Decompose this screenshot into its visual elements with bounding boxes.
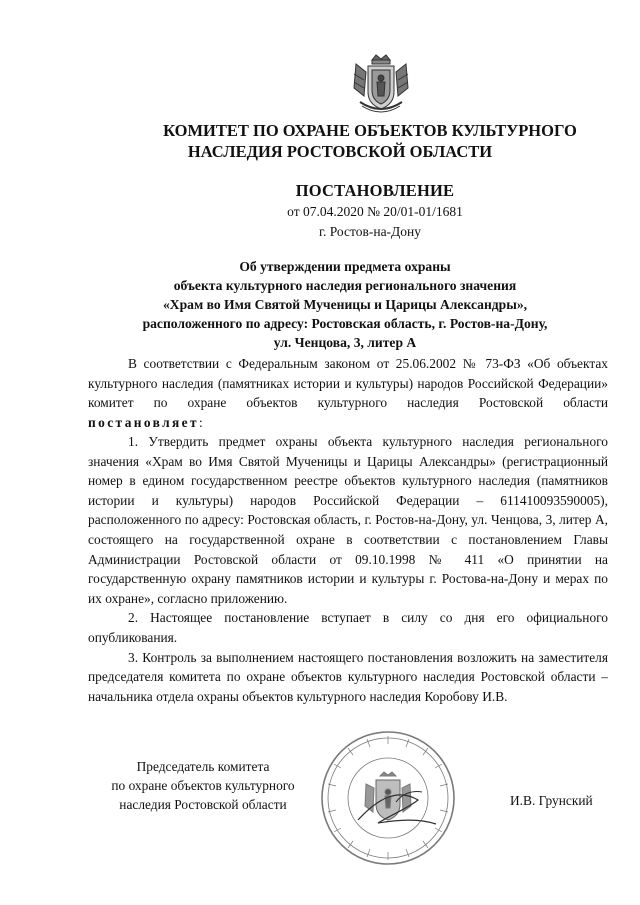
subject-line: объекта культурного наследия регионального значения: [173, 278, 517, 293]
document-type: ПОСТАНОВЛЕНИЕ: [295, 181, 455, 200]
coat-of-arms-emblem: [350, 52, 412, 116]
organization-title-line1: КОМИТЕТ ПО ОХРАНЕ ОБЪЕКТОВ КУЛЬТУРНОГО: [163, 121, 577, 140]
subject-line: ул. Ченцова, 3, литер А: [273, 335, 417, 350]
signatory-title-line1: Председатель комитета: [136, 759, 270, 774]
subject-line: расположенного по адресу: Ростовская область, г. Ростов-на-Дону,: [142, 316, 548, 331]
resolves-word: постановляет: [88, 414, 200, 430]
organization-title-line2: НАСЛЕДИЯ РОСТОВСКОЙ ОБЛАСТИ: [187, 142, 493, 161]
resolution-item-3: 3. Контроль за выполнением настоящего постановления возложить на заместителя председателя комитета по охране объектов культурного наследия Ростовской области – начальника отдела охраны объектов культурного наследия Коробову И.В.: [88, 649, 608, 704]
preamble-text: В соответствии с Федеральным законом от 25.06.2002 № 73-ФЗ «Об объектах культурного наследия (памятниках истории и культуры) народов Российской Федерации» комитет по охране объектов культурного наследия Ростовской области: [88, 356, 608, 411]
document-number-date: от 07.04.2020 № 20/01-01/1681: [287, 204, 463, 219]
organization-title: [150, 120, 590, 162]
signatory-title: [88, 757, 318, 814]
resolution-item-2: 2. Настоящее постановление вступает в силу со дня его официального опубликования.: [88, 610, 608, 645]
signatory-name: И.В. Грунский: [510, 793, 593, 808]
document-city: г. Ростов-на-Дону: [318, 224, 421, 239]
signatory-title-line2: по охране объектов культурного: [111, 778, 295, 793]
preamble-colon: :: [199, 414, 203, 430]
official-seal: [318, 728, 458, 868]
resolution-items: [88, 432, 608, 706]
subject-line: «Храм во Имя Святой Мученицы и Царицы Александры»,: [162, 297, 528, 312]
document-subject: [110, 257, 580, 352]
subject-line: Об утверждении предмета охраны: [239, 259, 451, 274]
preamble-paragraph: [88, 354, 608, 432]
resolution-item-1: 1. Утвердить предмет охраны объекта культурного наследия регионального значения «Храм во Имя Святой Мученицы и Царицы Александры» (регистрационный номер в едином государственном реестре объектов культурного наследия (памятников истории и культуры) народов Российской Федерации – 611410093590005), расположенного по адресу: Ростовская область, г. Ростов-на-Дону, ул. Ченцова, 3, литер А, состоящего на государственной охране в соответствии с постановлением Главы Администрации Ростовской области от 09.10.1998 № 411 «О принятии на государственную охрану памятников истории и культуры г. Ростова-на-Дону и мерах по их охране», согласно приложению.: [88, 434, 608, 606]
signatory-title-line3: наследия Ростовской области: [119, 797, 287, 812]
